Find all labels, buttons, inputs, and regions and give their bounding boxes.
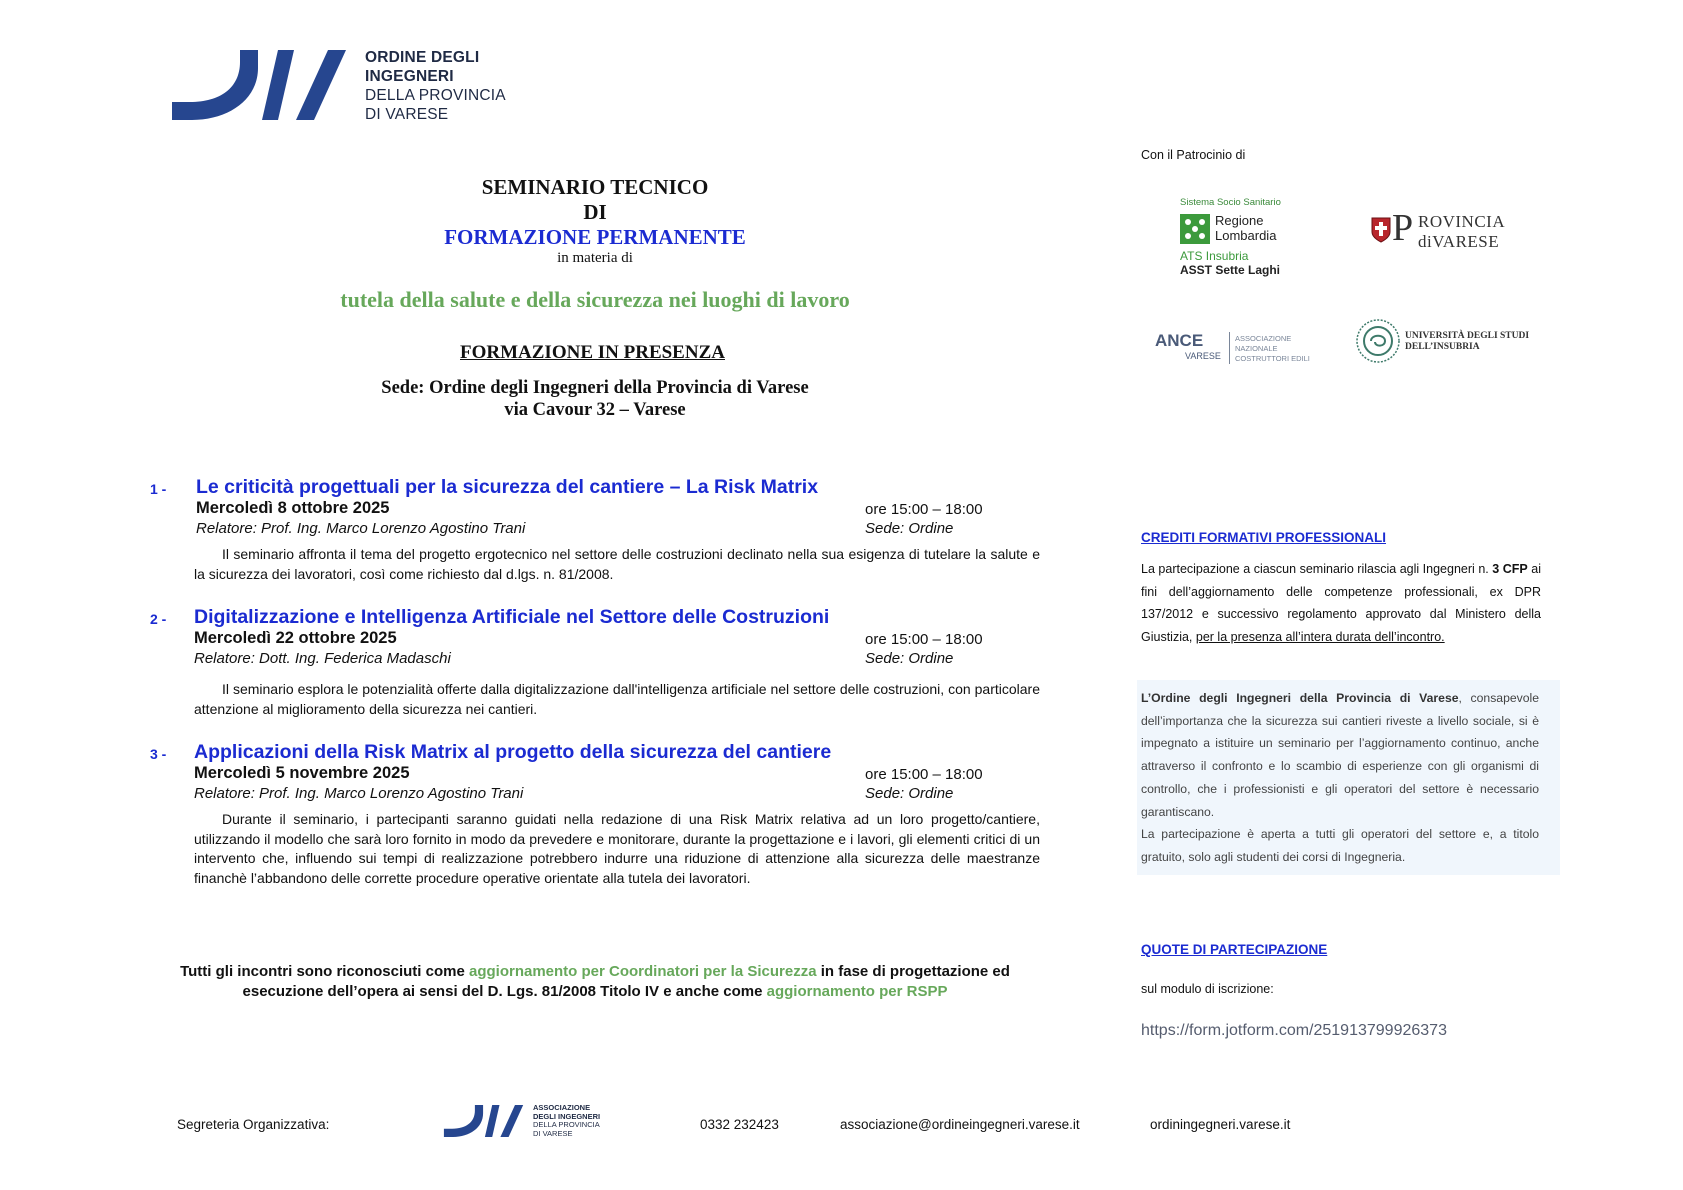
ance-sub: VARESE bbox=[1185, 351, 1221, 361]
footer-website[interactable]: ordiningegneri.varese.it bbox=[1150, 1117, 1291, 1132]
ats-label: ATS Insubria bbox=[1180, 249, 1249, 263]
credits-body bbox=[1141, 558, 1541, 648]
fees-label: sul modulo di iscrizione: bbox=[1141, 982, 1274, 996]
seminar-date: Mercoledì 8 ottobre 2025 bbox=[196, 499, 390, 517]
seminar-place: Sede: Ordine bbox=[865, 520, 954, 537]
associazione-logo-text bbox=[533, 1104, 600, 1138]
seminar-number: 1 - bbox=[150, 481, 167, 497]
recognition-highlight: aggiornamento per Coordinatori per la Sicurezza bbox=[468, 963, 817, 980]
assoc-line: DI VARESE bbox=[533, 1128, 573, 1138]
lombardia-cross-icon bbox=[1180, 214, 1210, 244]
footer-label: Segreteria Organizzativa: bbox=[177, 1117, 330, 1132]
assoc-line: DELLA PROVINCIA bbox=[533, 1120, 600, 1129]
seminar-date: Mercoledì 22 ottobre 2025 bbox=[194, 629, 397, 647]
regione-lombardia-logo bbox=[1180, 197, 1320, 277]
credits-text: ai fini dell’aggiornamento delle competenze professionali, ex DPR 137/2012 e successivo regolamento approvato dal Ministero della Giustizia, bbox=[1141, 562, 1541, 644]
seminar-place: Sede: Ordine bbox=[865, 785, 954, 802]
venue-line2: via Cavour 32 – Varese bbox=[504, 400, 686, 420]
seminar-time: ore 15:00 – 18:00 bbox=[865, 631, 983, 648]
assoc-line: ASSOCIAZIONE bbox=[533, 1103, 591, 1112]
recognition-text: Tutti gli incontri sono riconosciuti come bbox=[180, 963, 469, 980]
seminar-speaker: Relatore: Prof. Ing. Marco Lorenzo Agostino Trani bbox=[194, 785, 524, 802]
seminar-number: 3 - bbox=[150, 746, 167, 762]
recognition-note bbox=[140, 962, 1050, 1001]
footer-phone[interactable]: 0332 232423 bbox=[700, 1117, 779, 1132]
seminar-description: Durante il seminario, i partecipanti saranno guidati nella redazione di una Risk Matrix relativa ad un loro progetto/cantiere, utilizzando il modello che sarà loro fornito in modo da prevedere e monitorare, durante la progettazione e i lavori, gli elementi critici di un intervento che, influendo sui tempi di realizzazione potrebbero indurre una riduzione di attenzione alla sicurezza delle maestranze financhè l’abbandono delle corrette procedure operative orientate alla tutela dei lavoratori. bbox=[194, 811, 1040, 886]
credits-condition: per la presenza all’intera durata dell’incontro. bbox=[1195, 629, 1445, 644]
logo-line: INGEGNERI bbox=[365, 68, 454, 85]
credits-text: La partecipazione a ciascun seminario rilascia agli Ingegneri n. bbox=[1141, 562, 1493, 576]
seminar-title: Applicazioni della Risk Matrix al progetto della sicurezza del cantiere bbox=[194, 741, 832, 763]
seminar-number: 2 - bbox=[150, 611, 167, 627]
ance-desc-line: COSTRUTTORI EDILI bbox=[1235, 354, 1310, 363]
venue-line1: Sede: Ordine degli Ingegneri della Provincia di Varese bbox=[381, 378, 809, 398]
topic-title: tutela della salute e della sicurezza nei luoghi di lavoro bbox=[340, 287, 850, 312]
seminar-speaker: Relatore: Prof. Ing. Marco Lorenzo Agostino Trani bbox=[196, 520, 526, 537]
associazione-logo-icon bbox=[443, 1104, 525, 1138]
seminar-place: Sede: Ordine bbox=[865, 650, 954, 667]
provincia-line2: diVARESE bbox=[1418, 232, 1500, 251]
title-seminario: SEMINARIO TECNICO bbox=[481, 175, 709, 199]
seminar-time: ore 15:00 – 18:00 bbox=[865, 766, 983, 783]
logo-line: DELLA PROVINCIA bbox=[365, 87, 506, 104]
seminar-title: Le criticità progettuali per la sicurezza del cantiere – La Risk Matrix bbox=[196, 476, 819, 498]
recognition-text: esecuzione dell’opera ai sensi del D. Lgs. 81/2008 Titolo IV e anche come bbox=[242, 982, 767, 1000]
registration-link[interactable]: https://form.jotform.com/251913799926373 bbox=[1141, 1022, 1447, 1039]
assoc-line: DEGLI INGEGNERI bbox=[533, 1111, 601, 1121]
asst-label: ASST Sette Laghi bbox=[1180, 263, 1281, 277]
format-title: FORMAZIONE IN PRESENZA bbox=[460, 342, 725, 363]
regione-name: Lombardia bbox=[1215, 228, 1277, 243]
title-in-materia: in materia di bbox=[557, 250, 633, 266]
footer-email[interactable]: associazione@ordineingegneri.varese.it bbox=[840, 1117, 1080, 1132]
info-bold: L’Ordine degli Ingegneri della Provincia di Varese bbox=[1141, 691, 1459, 705]
seminar-speaker: Relatore: Dott. Ing. Federica Madaschi bbox=[194, 650, 451, 667]
logo-text bbox=[365, 48, 506, 124]
regione-name: Regione bbox=[1215, 213, 1264, 228]
insubria-logo bbox=[1355, 318, 1535, 368]
ance-desc-line: ASSOCIAZIONE NAZIONALE bbox=[1235, 334, 1292, 353]
provincia-line1: ROVINCIA bbox=[1418, 212, 1506, 231]
credits-cfp: 3 CFP bbox=[1492, 562, 1528, 576]
info-text bbox=[1141, 687, 1539, 869]
provincia-crest-icon bbox=[1370, 214, 1392, 244]
title-di: DI bbox=[583, 200, 607, 224]
seminar-description: Il seminario affronta il tema del progetto ergotecnico nel settore delle costruzioni declinato nella sua esigenza di tutelare la salute e la sicurezza dei lavoratori, così come richiesto dal d.lgs. n. 81/2008. bbox=[194, 546, 1040, 582]
ance-divider bbox=[1229, 332, 1230, 364]
insubria-seal-icon bbox=[1355, 318, 1401, 364]
provincia-initial: P bbox=[1392, 207, 1414, 249]
logo-line: DI VARESE bbox=[365, 106, 449, 123]
credits-heading: CREDITI FORMATIVI PROFESSIONALI bbox=[1141, 530, 1387, 545]
title-formazione: FORMAZIONE PERMANENTE bbox=[444, 225, 746, 249]
seminar-description: Il seminario esplora le potenzialità offerte dalla digitalizzazione dall'intelligenza artificiale nel settore delle costruzioni, con particolare attenzione al miglioramento della sicurezza nei cantieri. bbox=[194, 681, 1040, 717]
info-body: , consapevole dell’importanza che la sicurezza sui cantieri riveste a livello sociale, si è impegnato a istituire un seminario per l’aggiornamento continuo, anche attraverso il confronto e lo scambio di esperienze con gli organismi di controllo, che i professionisti e gli operatori del settore è necessario garantiscano. bbox=[1141, 691, 1539, 819]
ance-varese-logo bbox=[1155, 330, 1335, 370]
ordine-ingegneri-logo bbox=[170, 48, 350, 122]
seminar-date: Mercoledì 5 novembre 2025 bbox=[194, 764, 410, 782]
fees-heading: QUOTE DI PARTECIPAZIONE bbox=[1141, 942, 1328, 957]
seminar-title: Digitalizzazione e Intelligenza Artificiale nel Settore delle Costruzioni bbox=[194, 606, 830, 628]
recognition-highlight: aggiornamento per RSPP bbox=[766, 982, 948, 1000]
insubria-line: DELL’INSUBRIA bbox=[1405, 342, 1480, 352]
recognition-text: in fase di progettazione ed bbox=[816, 963, 1010, 980]
ance-desc bbox=[1235, 334, 1335, 364]
seminar-time: ore 15:00 – 18:00 bbox=[865, 501, 983, 518]
insubria-line: UNIVERSITÀ DEGLI STUDI bbox=[1405, 331, 1530, 341]
regione-top: Sistema Socio Sanitario bbox=[1180, 197, 1281, 208]
patronage-label: Con il Patrocinio di bbox=[1141, 148, 1246, 162]
insubria-text bbox=[1405, 331, 1529, 353]
ance-name: ANCE bbox=[1155, 331, 1204, 350]
logo-line: ORDINE DEGLI bbox=[365, 49, 480, 66]
provincia-varese-logo bbox=[1370, 207, 1530, 254]
info-body: La partecipazione è aperta a tutti gli operatori del settore e, a titolo gratuito, solo agli studenti dei corsi di Ingegneria. bbox=[1141, 827, 1539, 864]
